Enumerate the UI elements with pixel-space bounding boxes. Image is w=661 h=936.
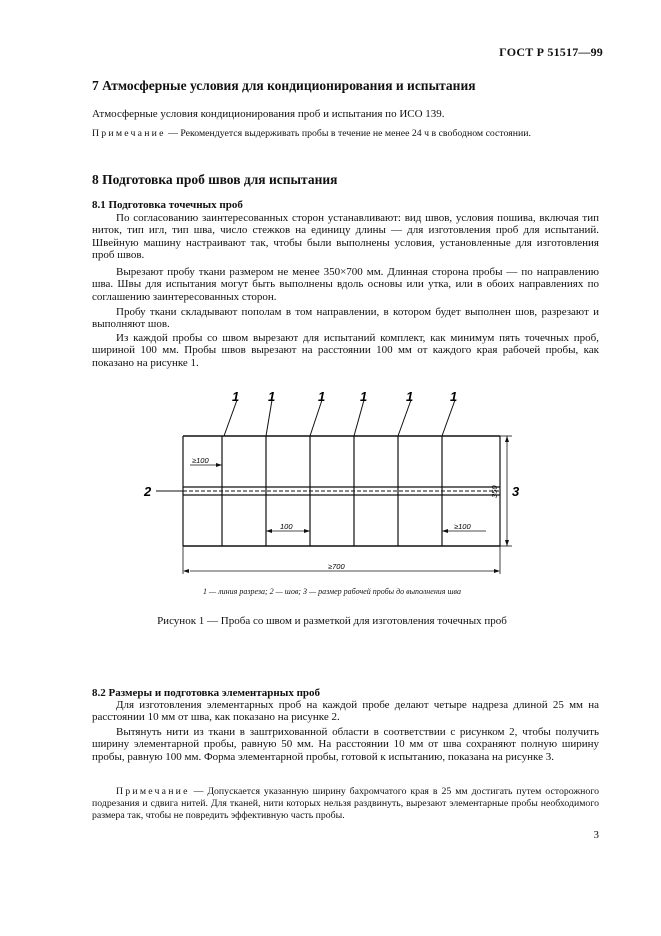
callout-leader <box>354 400 364 436</box>
note-label: Примечание <box>92 128 166 139</box>
arrowhead <box>505 436 509 442</box>
figure-1-title: Рисунок 1 — Проба со швом и разметкой для изготовления точечных проб <box>157 615 507 627</box>
callout-label: 1 <box>450 389 458 404</box>
arrowhead <box>183 569 189 573</box>
callout-label: 1 <box>318 389 326 404</box>
arrowhead <box>505 540 509 546</box>
arrowhead <box>442 529 448 533</box>
document-header: ГОСТ Р 51517—99 <box>499 45 603 59</box>
dimension-label: 350 <box>490 485 499 498</box>
arrowhead <box>266 529 272 533</box>
callout-leader <box>224 400 237 436</box>
note-text: — Рекомендуется выдерживать пробы в течение не менее 24 ч в свободном состоянии. <box>168 128 531 139</box>
section-8-2-note <box>92 786 599 822</box>
page-number: 3 <box>593 829 599 841</box>
dimension-label: ≥700 <box>328 562 345 571</box>
subsection-8-1-heading: 8.1 Подготовка точечных проб <box>92 199 243 211</box>
callout-label: 1 <box>406 389 414 404</box>
paragraph: Из каждой пробы со швом вырезают для испытаний комплект, как минимум пять точечных проб, шириной 100 мм. Пробы швов вырезают на расстоянии 100 мм от каждого края рабочей пробы, как показано на рисунке 1. <box>92 332 599 369</box>
section-8-heading: 8 Подготовка проб швов для испытания <box>92 172 338 187</box>
paragraph: Вытянуть нити из ткани в заштрихованной области в соответствии с рисунком 2, чтобы получить ширину элементарной пробы, равную 50 мм. На расстоянии 10 мм от шва сохраняют полную ширину пробы, равную 100 мм. Форма элементарной пробы, готовой к испытанию, показана на рисунке 3. <box>92 726 599 763</box>
figure-1-legend: 1 — линия разреза; 2 — шов; 3 — размер рабочей пробы до выполнения шва <box>203 587 461 596</box>
dimension-label: ≥100 <box>192 456 209 465</box>
figure-1-drawing <box>0 380 661 580</box>
note-label: Примечание <box>116 786 190 797</box>
section-7-note <box>92 128 599 140</box>
paragraph: По согласованию заинтересованных сторон устанавливают: вид швов, условия пошива, включая тип ниток, тип игл, тип шва, число стежков на единицу длины — для изготовления проб для испытаний. Швейную машину настраивают так, чтобы были выполнены условия, установленные для изготовления проб швов. <box>92 212 599 262</box>
callout-label: 2 <box>144 484 152 499</box>
section-7-text: Атмосферные условия кондиционирования проб и испытания по ИСО 139. <box>92 108 445 120</box>
subsection-8-2-heading: 8.2 Размеры и подготовка элементарных проб <box>92 687 321 699</box>
callout-leader <box>442 400 455 436</box>
callout-label: 3 <box>512 484 520 499</box>
callout-label: 1 <box>232 389 240 404</box>
callout-leader <box>266 400 272 436</box>
callout-label: 1 <box>360 389 368 404</box>
paragraph: Вырезают пробу ткани размером не менее 350×700 мм. Длинная сторона пробы — по направлению шва. Швы для испытания могут быть выполнены вдоль основы или утка, или в обоих направлениях по соглашению заинтересованных сторон. <box>92 266 599 303</box>
dimension-label: ≥100 <box>454 522 471 531</box>
note-text: — Допускается указанную ширину бахромчатого края в 25 мм достигать путем осторожного подрезания и сдвига нитей. Для тканей, нити которых нельзя раздвинуть, вырезают элементарные пробы необходимого размера так, чтобы не повредить эффективную часть пробы. <box>92 786 599 821</box>
callout-leader <box>398 400 411 436</box>
arrowhead <box>304 529 310 533</box>
arrowhead <box>216 463 222 467</box>
callout-label: 1 <box>268 389 276 404</box>
paragraph: Пробу ткани складывают пополам в том направлении, в котором будет выполнен шов, разрезают и выполняют шов. <box>92 306 599 331</box>
callout-leader <box>310 400 322 436</box>
paragraph: Для изготовления элементарных проб на каждой пробе делают четыре надреза длиной 25 мм на расстоянии 10 мм от шва, как показано на рисунке 2. <box>92 699 599 724</box>
arrowhead <box>494 569 500 573</box>
dimension-label: 100 <box>280 522 293 531</box>
section-7-heading: 7 Атмосферные условия для кондиционирования и испытания <box>92 78 476 93</box>
